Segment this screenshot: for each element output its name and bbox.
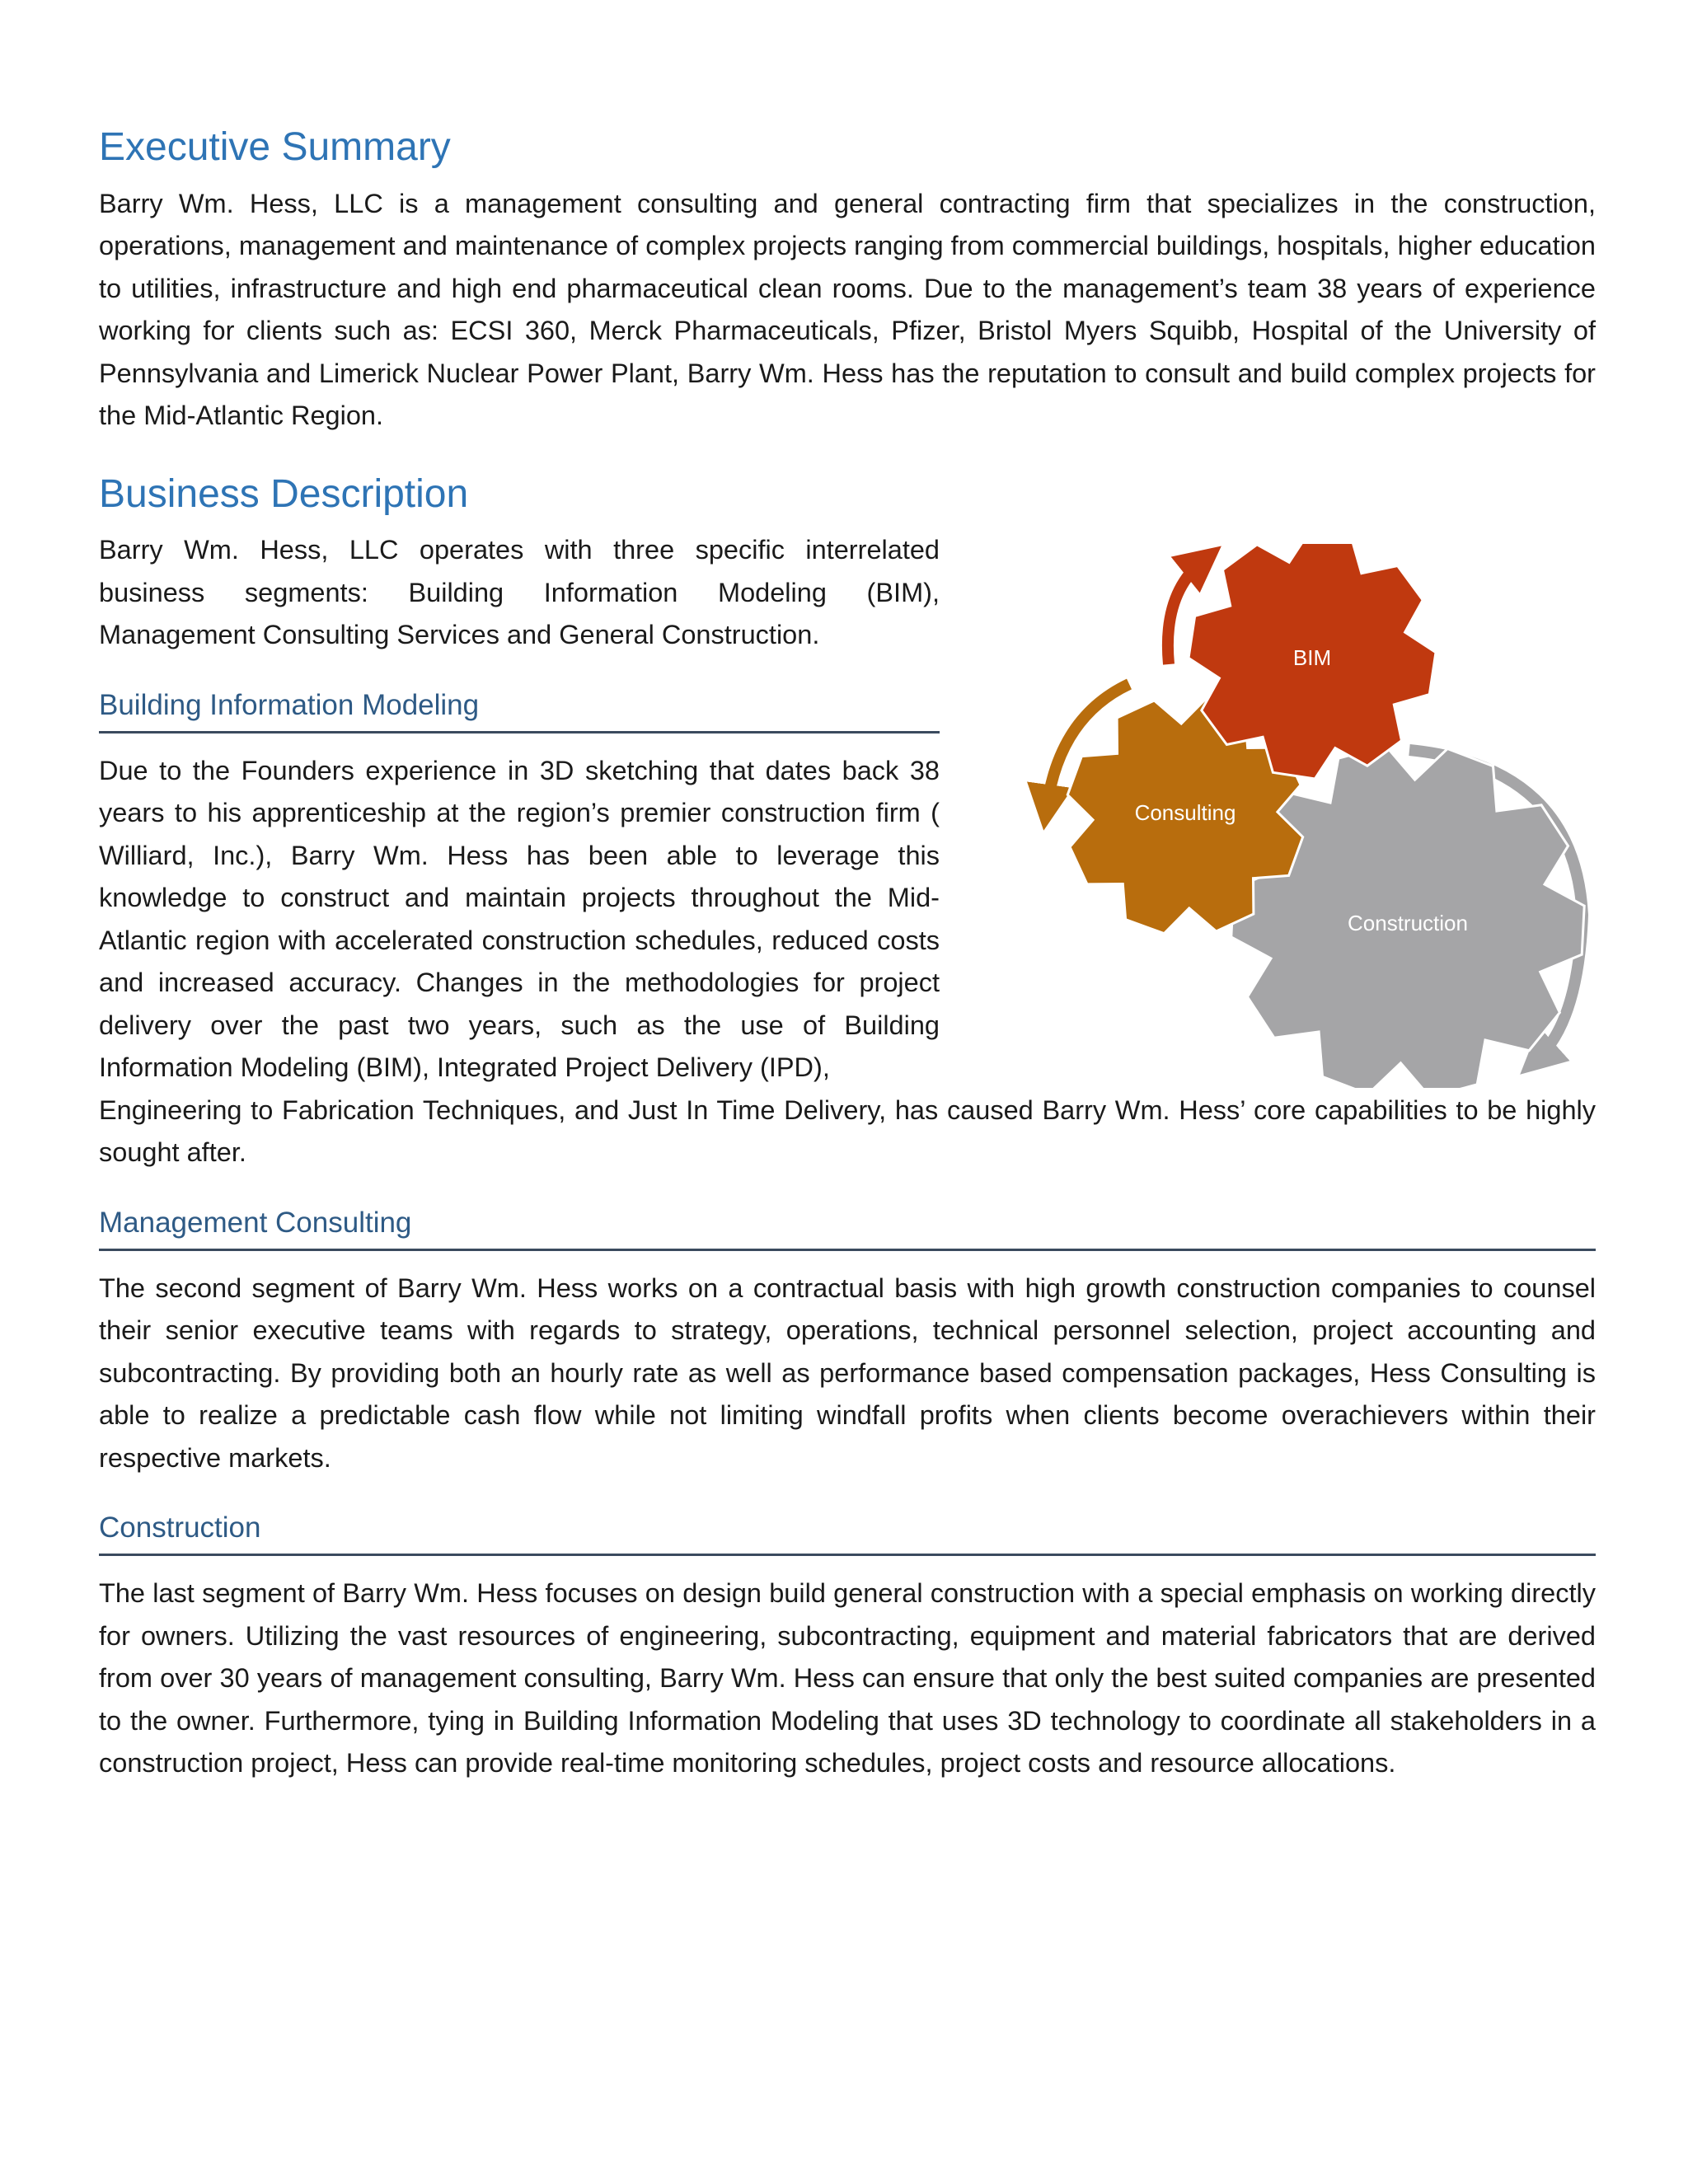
construction-heading: Construction — [99, 1511, 1596, 1556]
management-consulting-heading: Management Consulting — [99, 1206, 1596, 1251]
construction-gear-label: Construction — [1348, 911, 1468, 935]
executive-summary-body: Barry Wm. Hess, LLC is a management consulting and general contracting firm that specializes in the construction, operations, management and maintenance of complex projects ranging from commercial buildings, hospitals, higher education to utilities, infrastructure and high end pharmaceutical clean rooms. Due to the management’s team 38 years of experience working for clients such as: ECSI 360, Merck Pharmaceuticals, Pfizer, Bristol Myers Squibb, Hospital of the University of Pennsylvania and Limerick Nuclear Power Plant, Barry Wm. Hess has the reputation to consult and build complex projects for the Mid-Atlantic Region. — [99, 188, 1596, 431]
bim-gear-label: BIM — [1292, 645, 1332, 670]
bim-body-narrow: Due to the Founders experience in 3D sketching that dates back 38 years to his apprenticeship at the region’s premier construction firm ( Williard, Inc.), Barry Wm. Hess has been able to leverage this knowledge to construct and maintain projects throughout the Mid-Atlantic region with accelerated construction schedules, reduced costs and increased accuracy. Changes in the methodologies for project delivery over the past two years, such as the use of Building Information Modeling (BIM), Integrated Project Delivery (IPD), — [99, 755, 940, 1083]
consulting-gear-label: Consulting — [1134, 800, 1236, 825]
executive-summary-heading: Executive Summary — [99, 125, 451, 169]
bim-heading: Building Information Modeling — [99, 688, 940, 733]
gear-diagram — [1014, 544, 1607, 1088]
business-description-intro: Barry Wm. Hess, LLC operates with three specific interrelated business segments: Building Information Modeling (BIM), Management Consulting Services and General Construction. — [99, 535, 940, 650]
business-description-heading: Business Description — [99, 471, 469, 516]
management-consulting-body: The second segment of Barry Wm. Hess works on a contractual basis with high growth construction companies to counsel their senior executive teams with regards to strategy, operations, technical personnel selection, project accounting and subcontracting. By providing both an hourly rate as well as performance based compensation packages, Hess Consulting is able to realize a predictable cash flow while not limiting windfall profits when clients become overachievers within their respective markets. — [99, 1272, 1596, 1473]
construction-body: The last segment of Barry Wm. Hess focuses on design build general construction with a special emphasis on working directly for owners. Utilizing the vast resources of engineering, subcontracting, equipment and material fabricators that are derived from over 30 years of management consulting, Barry Wm. Hess can ensure that only the best suited companies are presented to the owner. Furthermore, tying in Building Information Modeling that uses 3D technology to coordinate all stakeholders in a construction project, Hess can provide real-time monitoring schedules, project costs and resource allocations. — [99, 1578, 1596, 1779]
bim-body-wide: Engineering to Fabrication Techniques, and Just In Time Delivery, has caused Barry Wm. Hess’ core capabilities to be highly sought after. — [99, 1094, 1596, 1168]
